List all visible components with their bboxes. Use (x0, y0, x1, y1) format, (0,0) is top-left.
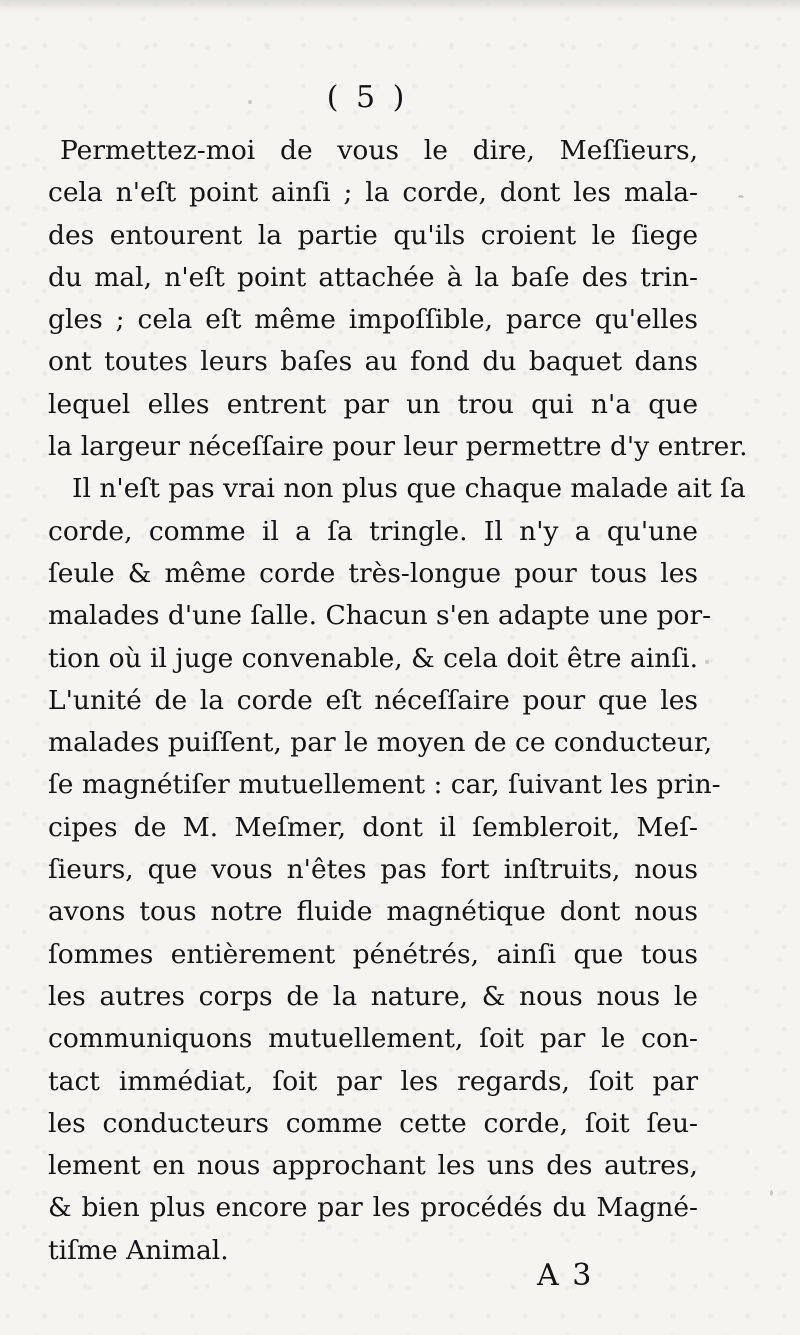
text-line: Permettez-moi de vous le dire, Meſſieurs, (60, 135, 698, 166)
text-line: lequel elles entrent par un trou qui n'a que (48, 388, 698, 420)
text-line: ſommes entièrement pénétrés, ainſi que tous (48, 938, 698, 970)
text-line: ſeule & même corde très-longue pour tous les (48, 557, 698, 589)
text-line: malades puiſſent, par le moyen de ce conducteur, (48, 727, 713, 759)
page-number: ( 5 ) (326, 80, 409, 115)
ink-speck (738, 195, 744, 198)
text-line: la largeur néceſſaire pour leur permettre d'y entrer. (48, 431, 748, 463)
text-line: Il n'eſt pas vrai non plus que chaque malade ait ſa (72, 473, 746, 505)
text-line: gles ; cela eſt même impoſſible, parce qu'elles (48, 304, 698, 336)
text-line: les conducteurs comme cette corde, ſoit ſeu- (48, 1107, 698, 1139)
ink-speck (770, 1190, 773, 1196)
text-line: lement en nous approchant les uns des autres, (48, 1150, 698, 1182)
text-line: corde, comme il a ſa tringle. Il n'y a qu'une (48, 515, 698, 547)
text-line: tact immédiat, ſoit par les regards, ſoit par (48, 1065, 698, 1097)
body-text (48, 130, 748, 1272)
text-line: les autres corps de la nature, & nous nous le (48, 980, 698, 1012)
text-line: avons tous notre fluide magnétique dont nous (48, 896, 698, 928)
ink-speck (690, 402, 695, 407)
text-line: & bien plus encore par les procédés du Magné- (48, 1192, 698, 1224)
text-line: malades d'une ſalle. Chacun s'en adapte une por- (48, 600, 712, 632)
text-line: cela n'eſt point ainſi ; la corde, dont les mala- (48, 177, 698, 209)
text-line: ont toutes leurs baſes au fond du baquet dans (48, 346, 698, 378)
text-line: tion où il juge convenable, & cela doit être ainſi. (48, 642, 698, 674)
text-line: communiquons mutuellement, ſoit par le con- (48, 1023, 698, 1055)
text-line: ſe magnétiſer mutuellement : car, ſuivant les prin- (48, 769, 721, 801)
text-line: tiſme Animal. (48, 1234, 229, 1266)
text-line: du mal, n'eſt point attachée à la baſe des trin- (48, 261, 698, 293)
text-line: L'unité de la corde eſt néceſſaire pour que les (48, 684, 698, 716)
ink-speck (705, 660, 709, 664)
page-top-edge (0, 0, 800, 12)
text-line: ſieurs, que vous n'êtes pas fort inſtruits, nous (48, 854, 698, 886)
text-line: cipes de M. Meſmer, dont il ſembleroit, Meſ- (48, 811, 698, 843)
ink-speck (248, 100, 252, 104)
text-line: des entourent la partie qu'ils croient le ſiege (48, 219, 698, 251)
signature-mark: A 3 (537, 1258, 594, 1293)
